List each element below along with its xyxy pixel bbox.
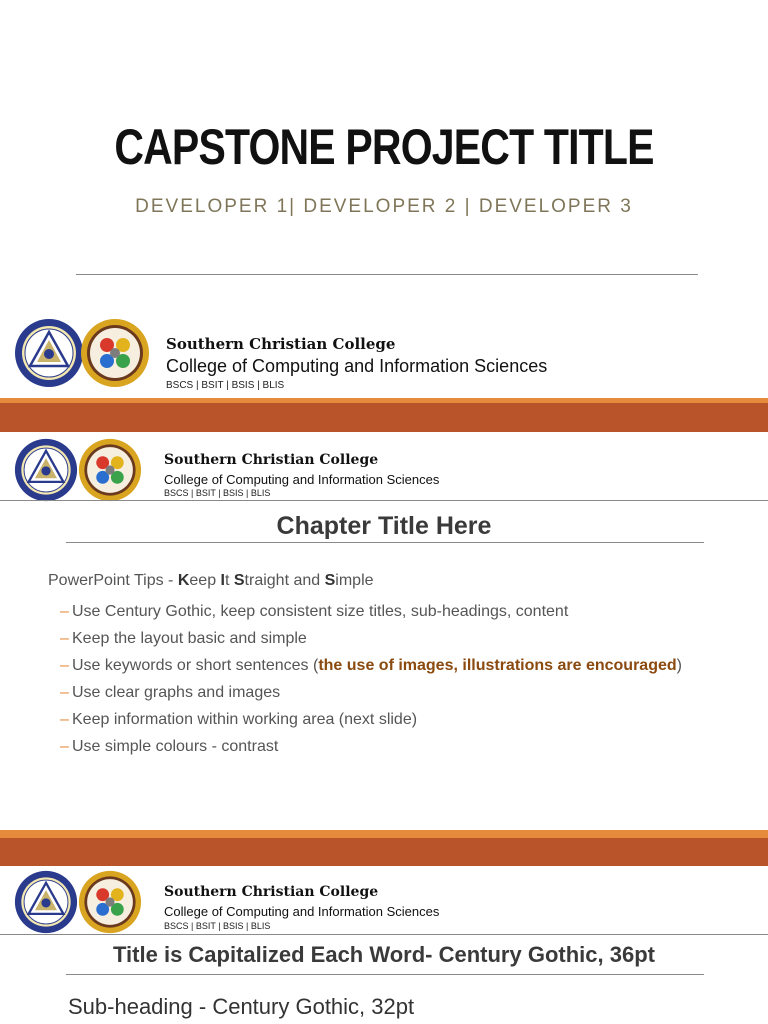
list-item: – Keep the layout basic and simple [60, 630, 307, 647]
title-slide [0, 0, 768, 400]
tips-list [60, 604, 700, 766]
accent-bar [0, 403, 768, 432]
college-programs: BSCS | BSIT | BSIS | BLIS [164, 488, 271, 498]
list-item: – Use Century Gothic, keep consistent size titles, sub-headings, content [60, 603, 569, 620]
college-programs: BSCS | BSIT | BSIS | BLIS [164, 921, 271, 931]
college-department: College of Computing and Information Sciences [164, 472, 440, 487]
list-item: – Use clear graphs and images [60, 684, 281, 701]
ccis-seal-logo-icon [80, 318, 150, 388]
slide-title: Title is Capitalized Each Word- Century Gothic, 36pt [113, 942, 655, 967]
project-title: CAPSTONE PROJECT TITLE [114, 119, 654, 175]
scc-seal-logo-icon [14, 438, 78, 502]
scc-seal-logo-icon [14, 318, 84, 388]
divider [76, 274, 698, 275]
tips-intro: PowerPoint Tips - Keep It Straight and Simple [48, 572, 374, 589]
scc-seal-logo-icon [14, 870, 78, 934]
divider [0, 500, 768, 501]
content-slide [0, 432, 768, 822]
college-name: Southern Christian College [164, 452, 379, 468]
accent-bar [0, 830, 768, 838]
sub-heading: Sub-heading - Century Gothic, 32pt [68, 994, 415, 1019]
divider [66, 974, 704, 975]
college-department: College of Computing and Information Sciences [164, 904, 440, 919]
divider [66, 542, 704, 543]
college-name: Southern Christian College [164, 884, 379, 900]
ccis-seal-logo-icon [78, 438, 142, 502]
guidelines-slide [0, 866, 768, 1024]
developer-list: DEVELOPER 1| DEVELOPER 2 | DEVELOPER 3 [135, 196, 633, 217]
college-name: Southern Christian College [166, 335, 396, 353]
chapter-title: Chapter Title Here [276, 512, 492, 540]
divider [0, 934, 768, 935]
accent-bar [0, 838, 768, 866]
list-item: – Use keywords or short sentences (the use of images, illustrations are encouraged) [60, 657, 682, 674]
ccis-seal-logo-icon [78, 870, 142, 934]
list-item: – Use simple colours - contrast [60, 738, 279, 755]
list-item: – Keep information within working area (next slide) [60, 711, 418, 728]
college-department: College of Computing and Information Sciences [166, 356, 548, 376]
college-programs: BSCS | BSIT | BSIS | BLIS [166, 380, 285, 391]
